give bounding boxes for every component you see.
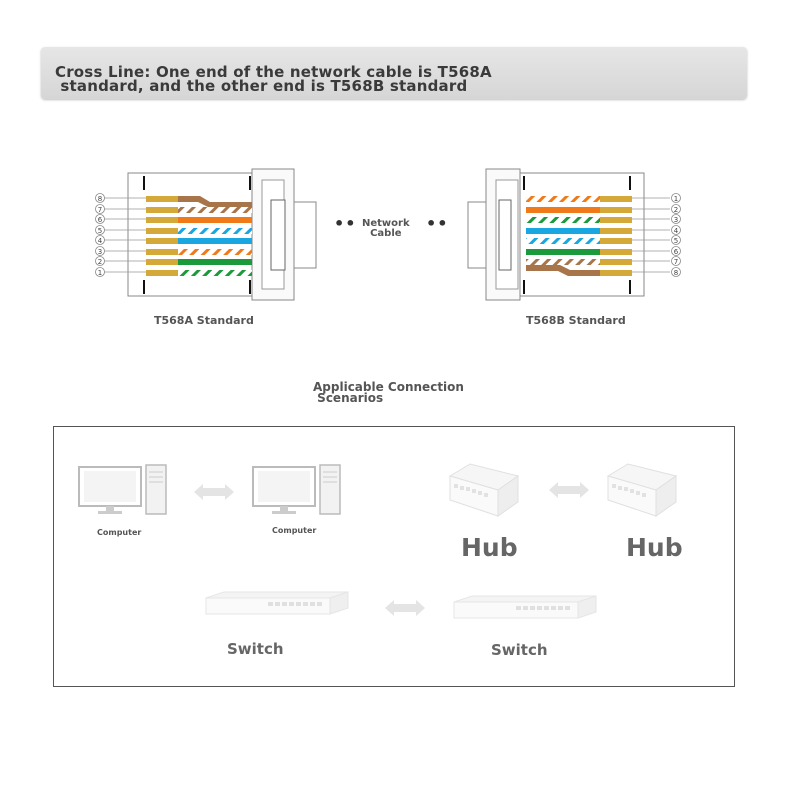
hub-left-label: Hub xyxy=(461,533,518,562)
t568b-wire-7 xyxy=(526,259,632,265)
svg-text:3: 3 xyxy=(97,247,103,256)
svg-text:2: 2 xyxy=(673,205,679,214)
t568b-pin-2 xyxy=(672,205,681,214)
switch-right-icon xyxy=(452,594,598,622)
cable-dots-right: •• xyxy=(426,214,449,233)
t568a-pin-1 xyxy=(96,268,105,277)
svg-text:6: 6 xyxy=(673,247,679,256)
svg-text:5: 5 xyxy=(97,226,103,235)
t568b-label: T568B Standard xyxy=(526,314,626,327)
banner-title xyxy=(55,65,492,93)
connector-diagram xyxy=(0,150,790,340)
title-banner xyxy=(41,47,747,99)
t568b-wire-5 xyxy=(526,238,632,244)
t568b-pin-4 xyxy=(672,226,681,235)
computer-right-icon xyxy=(252,464,342,516)
t568a-wire-7 xyxy=(146,207,252,213)
svg-text:4: 4 xyxy=(97,236,103,245)
computer-left-label: Computer xyxy=(97,528,142,537)
t568a-wire-6 xyxy=(146,217,252,223)
t568a-pin-7 xyxy=(96,205,105,214)
switch-right-label: Switch xyxy=(491,641,548,659)
svg-text:1: 1 xyxy=(97,268,103,277)
t568a-wire-5 xyxy=(146,228,252,234)
double-arrow-icon xyxy=(548,480,590,500)
t568b-wire-1 xyxy=(526,196,632,202)
t568b-wire-6 xyxy=(526,249,632,255)
banner-line-2: standard, and the other end is T568B standard xyxy=(55,77,468,95)
svg-text:5: 5 xyxy=(673,236,679,245)
scenarios-title xyxy=(313,382,464,404)
hub-right-label: Hub xyxy=(626,533,683,562)
t568b-wire-3 xyxy=(526,217,632,223)
network-cable-line-1: Network xyxy=(362,218,410,229)
t568a-wire-2 xyxy=(146,259,252,265)
t568b-pin-8 xyxy=(672,268,681,277)
cable-dots-left: •• xyxy=(334,214,357,233)
switch-left-icon xyxy=(204,590,350,618)
t568a-wire-3 xyxy=(146,249,252,255)
t568b-pin-5 xyxy=(672,236,681,245)
t568a-wire-1 xyxy=(146,270,252,276)
t568b-wire-2 xyxy=(526,207,632,213)
double-arrow-icon xyxy=(193,482,235,502)
computer-right-label: Computer xyxy=(272,526,317,535)
network-cable-label xyxy=(362,219,410,239)
t568a-pin-5 xyxy=(96,226,105,235)
t568b-connector xyxy=(468,169,670,300)
svg-text:8: 8 xyxy=(673,268,679,277)
t568a-pin-8 xyxy=(96,194,105,203)
computer-left-icon xyxy=(78,464,168,516)
t568b-pin-6 xyxy=(672,247,681,256)
svg-text:7: 7 xyxy=(673,257,679,266)
svg-text:8: 8 xyxy=(97,194,103,203)
t568a-wire-4 xyxy=(146,238,252,244)
hub-left-icon xyxy=(448,462,520,518)
t568a-pin-6 xyxy=(96,215,105,224)
banner-line-1: Cross Line: One end of the network cable is T568A xyxy=(55,63,492,81)
svg-text:2: 2 xyxy=(97,257,103,266)
t568a-pin-3 xyxy=(96,247,105,256)
svg-text:1: 1 xyxy=(673,194,679,203)
svg-text:4: 4 xyxy=(673,226,679,235)
t568b-pin-7 xyxy=(672,257,681,266)
scenarios-title-line-2: Scenarios xyxy=(313,391,384,405)
t568a-pin-4 xyxy=(96,236,105,245)
t568b-pin-3 xyxy=(672,215,681,224)
scenarios-title-line-1: Applicable Connection xyxy=(313,380,464,394)
t568b-pin-1 xyxy=(672,194,681,203)
switch-left-label: Switch xyxy=(227,640,284,658)
double-arrow-icon xyxy=(384,598,426,618)
network-cable-line-2: Cable xyxy=(370,228,402,239)
t568a-label: T568A Standard xyxy=(154,314,254,327)
svg-text:7: 7 xyxy=(97,205,103,214)
t568b-pin-numbers xyxy=(672,194,681,277)
hub-right-icon xyxy=(606,462,678,518)
t568b-wire-4 xyxy=(526,228,632,234)
t568a-connector xyxy=(104,169,316,300)
t568a-pin-2 xyxy=(96,257,105,266)
svg-text:6: 6 xyxy=(97,215,103,224)
svg-text:3: 3 xyxy=(673,215,679,224)
t568a-pin-numbers xyxy=(96,194,105,277)
